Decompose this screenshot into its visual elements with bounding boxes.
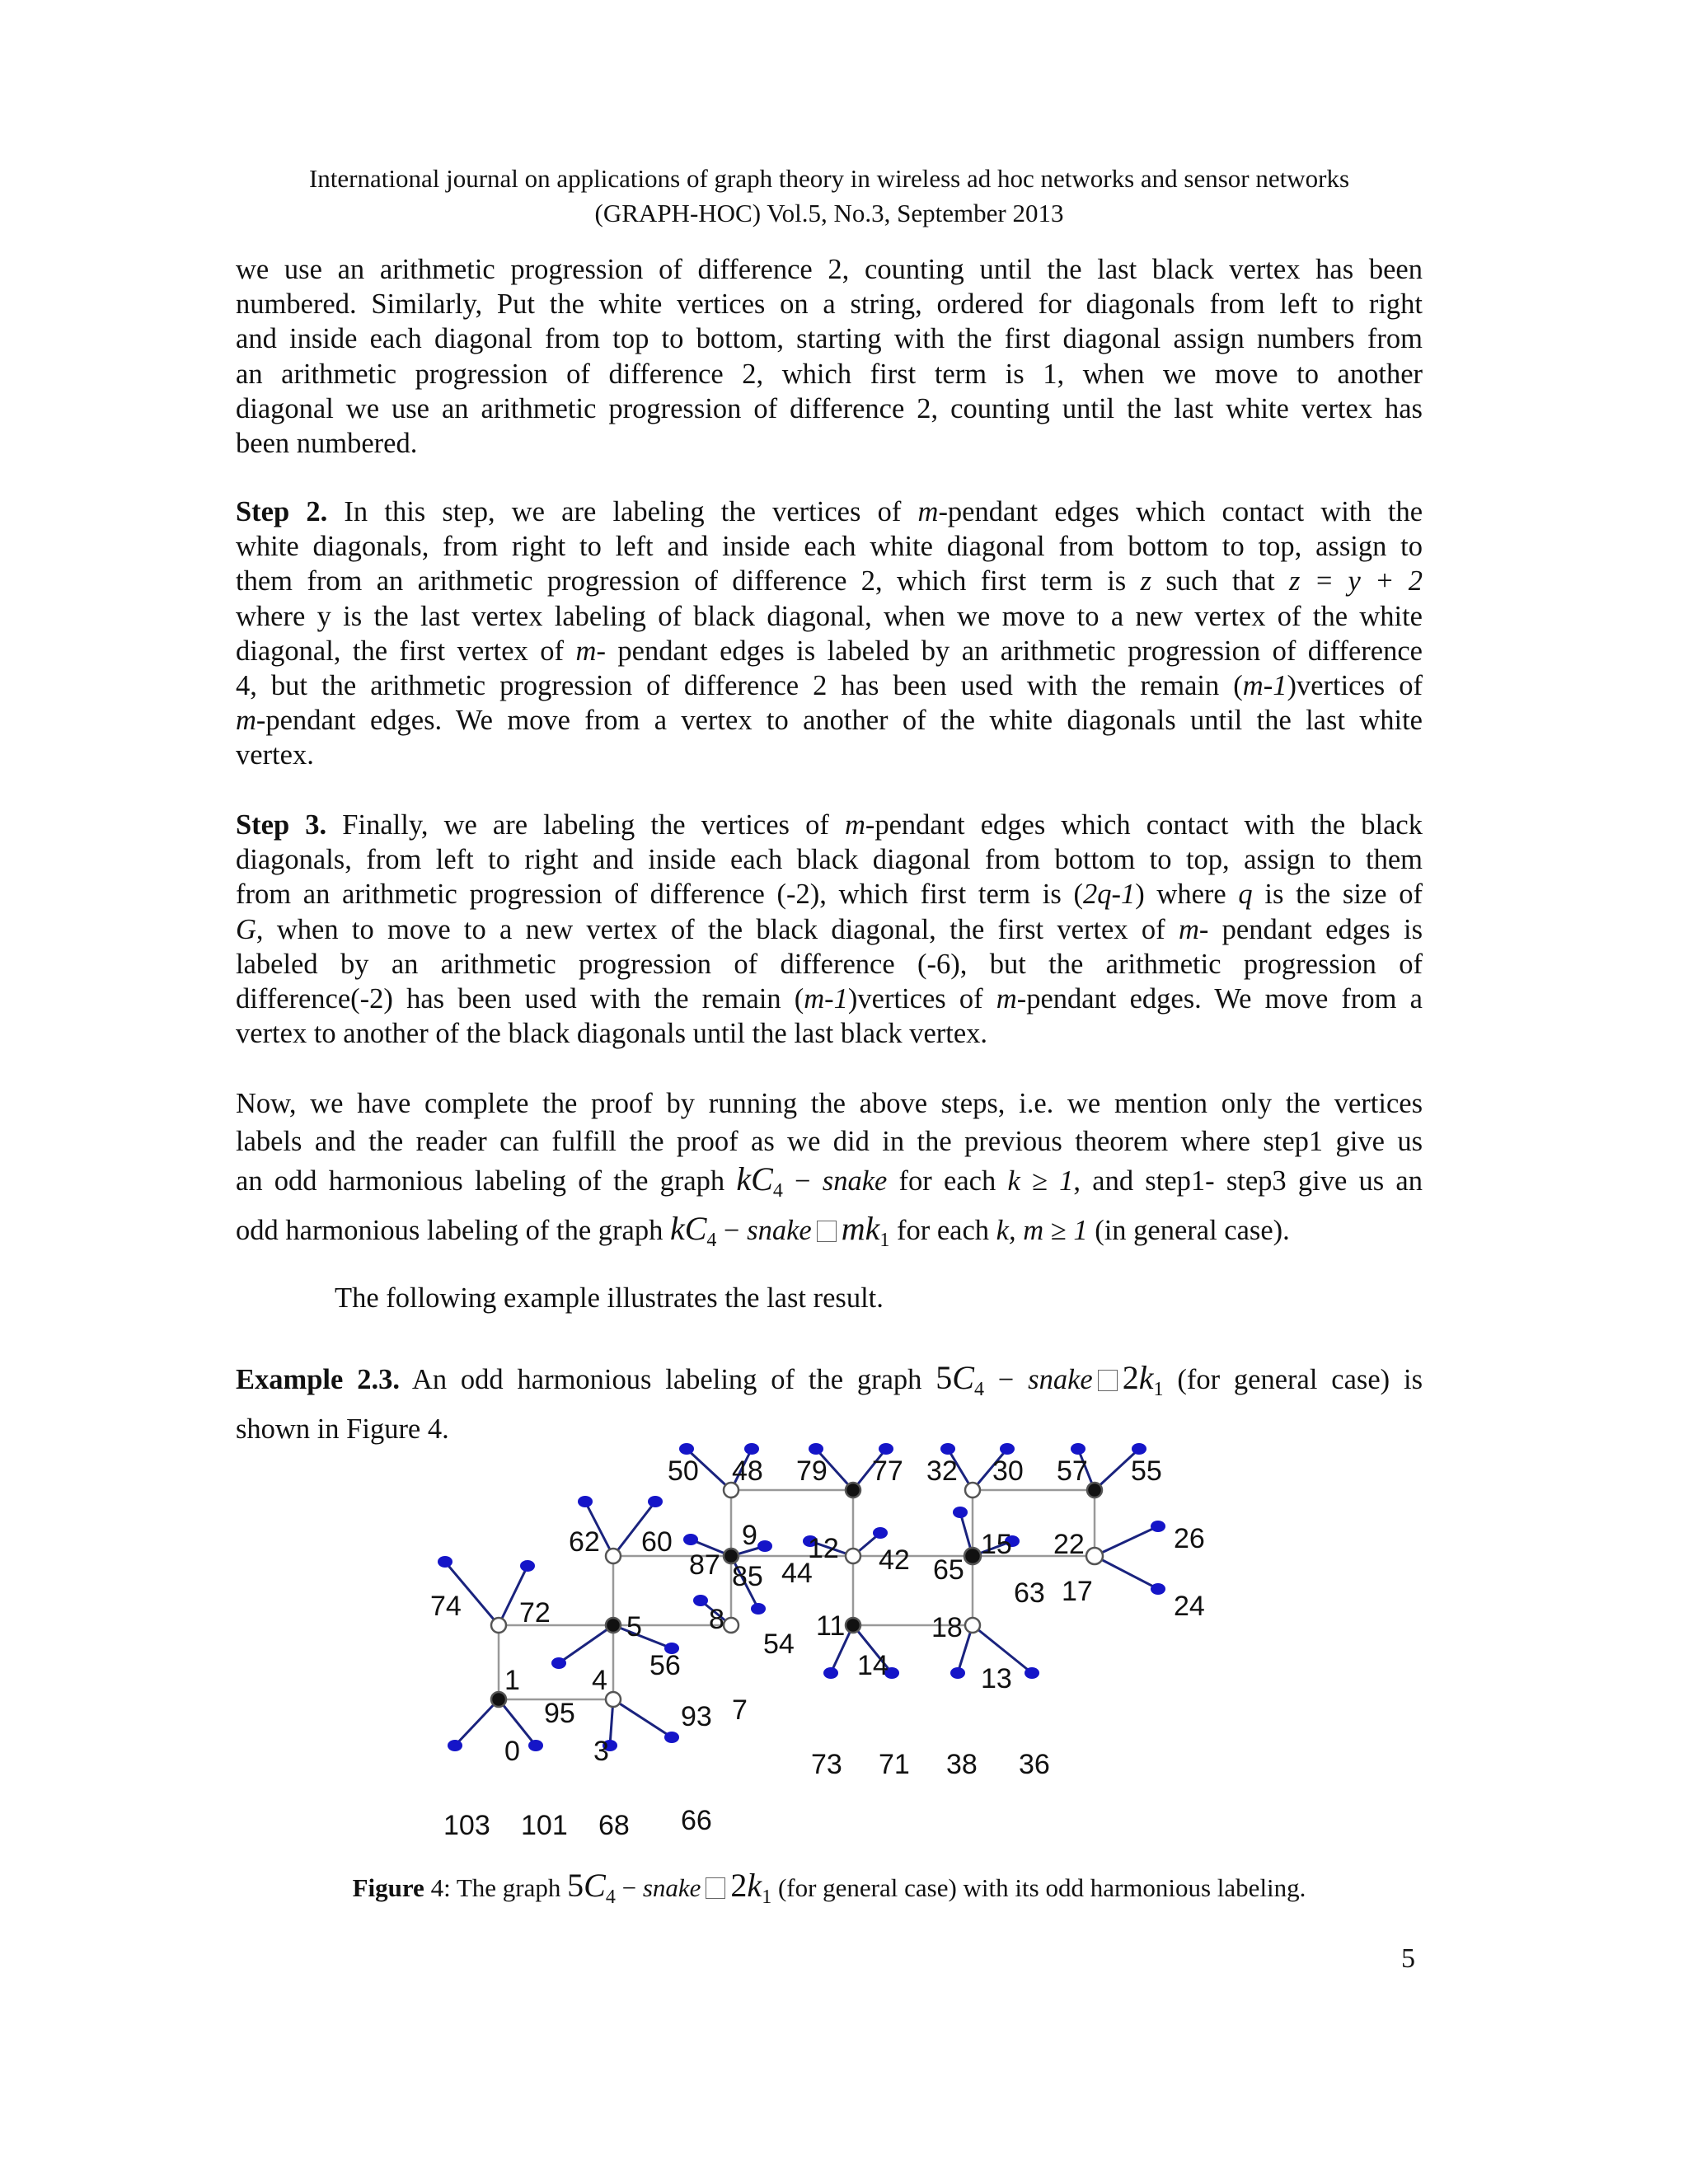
pendant-label: 87 bbox=[689, 1549, 720, 1581]
pendant-vertex bbox=[1000, 1443, 1015, 1455]
pendant-label: 36 bbox=[1019, 1749, 1050, 1780]
white-vertex bbox=[491, 1618, 506, 1633]
text-run: -pendant edges. We move from a vertex to another of the white diagonals until the last white bbox=[256, 705, 1423, 737]
vertex-label: 0 bbox=[504, 1736, 520, 1767]
pendant-label: 50 bbox=[668, 1455, 699, 1487]
text-line: an arithmetic progression of difference 2, which first term is 1, when we move to another bbox=[236, 358, 1423, 390]
math-var: m bbox=[844, 809, 865, 841]
text-run: In this step, we are labeling the vertices of bbox=[327, 496, 918, 527]
text-run: is the size of bbox=[1252, 879, 1423, 911]
pendant-label: 60 bbox=[641, 1526, 673, 1558]
pendant-vertex bbox=[953, 1507, 968, 1518]
text-run: an odd harmonious labeling of the graph bbox=[236, 1165, 737, 1197]
text-line: labeled by an arithmetic progression of difference (-6), but the arithmetic progression of bbox=[236, 948, 1423, 980]
pendant-vertex bbox=[683, 1534, 698, 1545]
pendant-vertex bbox=[438, 1556, 452, 1568]
pendant-vertex bbox=[1151, 1521, 1165, 1532]
text-line: The following example illustrates the last result. bbox=[335, 1282, 884, 1314]
pendant-label: 71 bbox=[879, 1749, 910, 1780]
text-run: -pendant edges. We move from a bbox=[1016, 983, 1423, 1015]
text-line: diagonals, from left to right and inside each black diagonal from bottom to top, assign to them bbox=[236, 844, 1423, 876]
pendant-vertex bbox=[693, 1595, 708, 1606]
pendant-vertex bbox=[751, 1603, 766, 1615]
pendant-label: 73 bbox=[811, 1749, 842, 1780]
pendant-label: 38 bbox=[946, 1749, 978, 1780]
text-run: - pendant edges is labeled by an arithmetic progression of difference bbox=[596, 635, 1423, 667]
white-vertex bbox=[606, 1692, 621, 1707]
text-run: (for general case) with its odd harmonious labeling. bbox=[771, 1873, 1306, 1902]
pendant-vertex bbox=[744, 1443, 759, 1455]
pendant-vertex bbox=[809, 1443, 823, 1455]
pendant-label: 93 bbox=[681, 1701, 712, 1732]
pendant-label: 74 bbox=[430, 1591, 462, 1622]
vertex-label: 17 bbox=[1062, 1576, 1093, 1607]
pendant-label: 65 bbox=[933, 1554, 964, 1586]
vertex-label: 15 bbox=[981, 1529, 1012, 1560]
pendant-label: 24 bbox=[1174, 1591, 1205, 1622]
pendant-label: 85 bbox=[732, 1561, 763, 1592]
math-condition: k, m ≥ 1 bbox=[996, 1215, 1088, 1246]
math-equation: z = y + 2 bbox=[1289, 565, 1423, 598]
missing-glyph-box bbox=[706, 1877, 725, 1899]
text-run: them from an arithmetic progression of difference 2, which first term is bbox=[236, 565, 1141, 598]
black-vertex bbox=[606, 1618, 621, 1633]
pendant-vertex bbox=[520, 1560, 535, 1572]
pendant-label: 56 bbox=[649, 1650, 681, 1681]
text-line: Now, we have complete the proof by running the above steps, i.e. we mention only the vertices bbox=[236, 1088, 1423, 1119]
pendant-vertex bbox=[578, 1496, 593, 1507]
text-run: (in general case). bbox=[1087, 1215, 1290, 1246]
pendant-label: 26 bbox=[1174, 1523, 1205, 1554]
math-5c4-snake-2k1: $5C_4$ − snake $2k_1$ bbox=[567, 1867, 772, 1908]
figure-caption bbox=[236, 1866, 1423, 1917]
vertex-label: 7 bbox=[732, 1694, 748, 1726]
text-line: white diagonals, from right to left and inside each white diagonal from bottom to top, assign to bbox=[236, 531, 1423, 563]
white-vertex bbox=[1086, 1548, 1103, 1564]
pendant-label: 42 bbox=[879, 1544, 910, 1576]
math-var: 2q-1 bbox=[1083, 879, 1136, 911]
example-label: Example 2.3. bbox=[236, 1364, 400, 1395]
pendant-vertex bbox=[879, 1443, 893, 1455]
pendant-vertex bbox=[823, 1667, 838, 1679]
text-run: (for general case) is bbox=[1163, 1364, 1423, 1395]
vertex-label: 12 bbox=[808, 1533, 839, 1564]
pendant-vertex bbox=[940, 1443, 955, 1455]
pendant-edge bbox=[1095, 1556, 1158, 1589]
pendant-vertex bbox=[950, 1667, 965, 1679]
pendant-vertex bbox=[664, 1732, 679, 1743]
math-var: m bbox=[236, 705, 256, 737]
pendant-vertex bbox=[1025, 1667, 1039, 1679]
pendant-vertex bbox=[873, 1527, 888, 1539]
pendant-vertex bbox=[1132, 1443, 1146, 1455]
pendant-label: 44 bbox=[781, 1558, 813, 1589]
black-vertex bbox=[846, 1483, 860, 1497]
math-var: m bbox=[996, 983, 1017, 1015]
text-run: An odd harmonious labeling of the graph bbox=[399, 1364, 936, 1395]
text-run: ) where bbox=[1135, 879, 1239, 911]
text-run: 4, but the arithmetic progression of difference 2 has been used with the remain ( bbox=[236, 670, 1243, 702]
text-run: for each bbox=[889, 1215, 996, 1246]
pendant-label: 32 bbox=[926, 1455, 958, 1487]
text-run: )vertices of bbox=[1287, 670, 1423, 702]
pendant-label: 103 bbox=[443, 1810, 490, 1841]
text-line: labels and the reader can fulfill the proof as we did in the previous theorem where step1 give us bbox=[236, 1126, 1423, 1157]
step-3-label: Step 3. bbox=[236, 809, 327, 841]
vertex-label: 1 bbox=[504, 1665, 520, 1696]
pendant-label: 57 bbox=[1057, 1455, 1088, 1487]
pendant-label: 95 bbox=[544, 1698, 575, 1729]
pendant-label: 30 bbox=[992, 1455, 1024, 1487]
text-line: we use an arithmetic progression of difference 2, counting until the last black vertex has been bbox=[236, 254, 1423, 285]
pendant-vertex bbox=[1071, 1443, 1085, 1455]
pendant-label: 72 bbox=[519, 1597, 551, 1629]
vertex-label: 14 bbox=[857, 1650, 889, 1681]
text-run: difference(-2) has been used with the remain ( bbox=[236, 983, 804, 1015]
pendant-label: 62 bbox=[569, 1526, 600, 1558]
white-vertex bbox=[724, 1618, 738, 1633]
vertex-label: 22 bbox=[1053, 1529, 1085, 1560]
pendant-label: 66 bbox=[681, 1805, 712, 1836]
vertex-label: 9 bbox=[742, 1520, 757, 1551]
white-vertex bbox=[965, 1618, 980, 1633]
text-run: )vertices of bbox=[847, 983, 996, 1015]
math-var: m bbox=[917, 496, 939, 527]
caption-label: Figure bbox=[352, 1873, 424, 1902]
math-kc4-snake-mk1: $kC_4$ − snake $mk_1$ bbox=[669, 1210, 890, 1251]
pendant-edge bbox=[1095, 1526, 1158, 1556]
math-5c4-snake-2k1: $5C_4$ − snake $2k_1$ bbox=[935, 1359, 1164, 1400]
pendant-vertex bbox=[679, 1443, 694, 1455]
black-vertex bbox=[964, 1548, 981, 1564]
text-line: diagonal we use an arithmetic progression of difference 2, counting until the last white vertex has bbox=[236, 392, 1423, 424]
vertex-label: 18 bbox=[931, 1612, 963, 1643]
text-run: -pendant edges which contact with the bbox=[938, 496, 1423, 527]
math-var: z bbox=[1140, 565, 1151, 598]
pendant-vertex bbox=[648, 1496, 663, 1507]
text-run: for each bbox=[887, 1165, 1008, 1197]
pendant-edge bbox=[559, 1625, 613, 1663]
vertex-label: 11 bbox=[816, 1610, 846, 1642]
white-vertex bbox=[846, 1549, 860, 1563]
pendant-label: 55 bbox=[1131, 1455, 1162, 1487]
text-line: shown in Figure 4. bbox=[236, 1413, 449, 1445]
text-run: - pendant edges is bbox=[1198, 913, 1423, 945]
pendant-label: 63 bbox=[1014, 1577, 1045, 1609]
pendant-vertex bbox=[528, 1740, 543, 1751]
text-line: been numbered. bbox=[236, 428, 418, 460]
text-run: 4: The graph bbox=[424, 1873, 568, 1902]
math-var: m-1 bbox=[804, 983, 848, 1015]
text-run: from an arithmetic progression of difference (-2), which first term is ( bbox=[236, 879, 1083, 911]
pendant-vertex bbox=[551, 1657, 566, 1669]
black-vertex bbox=[1087, 1483, 1102, 1497]
vertex-label: 5 bbox=[626, 1611, 642, 1643]
text-run: Finally, we are labeling the vertices of bbox=[326, 809, 845, 841]
pendant-label: 48 bbox=[732, 1455, 763, 1487]
math-var: q bbox=[1238, 879, 1253, 911]
white-vertex bbox=[606, 1549, 621, 1563]
math-var: m bbox=[575, 635, 597, 667]
black-vertex bbox=[846, 1618, 860, 1633]
pendant-vertex bbox=[1151, 1583, 1165, 1595]
math-kc4-snake: $kC_4$ − snake bbox=[736, 1160, 888, 1202]
text-line: vertex. bbox=[236, 739, 314, 771]
step-2-label: Step 2. bbox=[236, 496, 328, 527]
text-line: and inside each diagonal from top to bottom, starting with the first diagonal assign numbers from bbox=[236, 323, 1423, 355]
pendant-edge bbox=[613, 1699, 672, 1737]
pendant-label: 54 bbox=[763, 1629, 795, 1660]
text-line: vertex to another of the black diagonals until the last black vertex. bbox=[236, 1018, 988, 1050]
pendant-edge bbox=[613, 1625, 672, 1648]
text-line: numbered. Similarly, Put the white vertices on a string, ordered for diagonals from left to right bbox=[236, 288, 1423, 321]
vertex-label: 4 bbox=[592, 1665, 607, 1696]
math-var: m-1 bbox=[1242, 670, 1287, 702]
text-run: , and step1- step3 give us an bbox=[1073, 1165, 1423, 1197]
pendant-label: 77 bbox=[872, 1455, 903, 1487]
text-run: -pendant edges which contact with the black bbox=[865, 809, 1423, 841]
text-run: odd harmonious labeling of the graph bbox=[236, 1215, 670, 1246]
pendant-label: 101 bbox=[521, 1810, 568, 1841]
math-var: m bbox=[1178, 913, 1199, 945]
pendant-vertex bbox=[448, 1740, 462, 1751]
header-line-1: International journal on applications of graph theory in wireless ad hoc networks and sensor networks bbox=[308, 164, 1350, 193]
text-line: where y is the last vertex labeling of black diagonal, when we move to a new vertex of the white bbox=[236, 600, 1423, 632]
pendant-vertex bbox=[757, 1540, 772, 1552]
pendant-label: 68 bbox=[598, 1810, 630, 1841]
text-run: such that bbox=[1151, 565, 1290, 598]
text-run: diagonal, the first vertex of bbox=[236, 635, 576, 667]
math-condition: k ≥ 1 bbox=[1007, 1165, 1074, 1197]
text-run: , when to move to a new vertex of the black diagonal, the first vertex of bbox=[256, 913, 1179, 945]
vertex-label: 13 bbox=[981, 1663, 1012, 1694]
vertex-label: 8 bbox=[709, 1604, 724, 1635]
white-vertex bbox=[965, 1483, 980, 1497]
pendant-label: 79 bbox=[796, 1455, 828, 1487]
math-var: G bbox=[236, 913, 256, 945]
pendant-edge bbox=[455, 1699, 499, 1746]
vertex-label: 3 bbox=[593, 1736, 609, 1767]
page-number: 5 bbox=[1401, 1943, 1415, 1974]
header-line-2: (GRAPH-HOC) Vol.5, No.3, September 2013 bbox=[594, 199, 1064, 227]
